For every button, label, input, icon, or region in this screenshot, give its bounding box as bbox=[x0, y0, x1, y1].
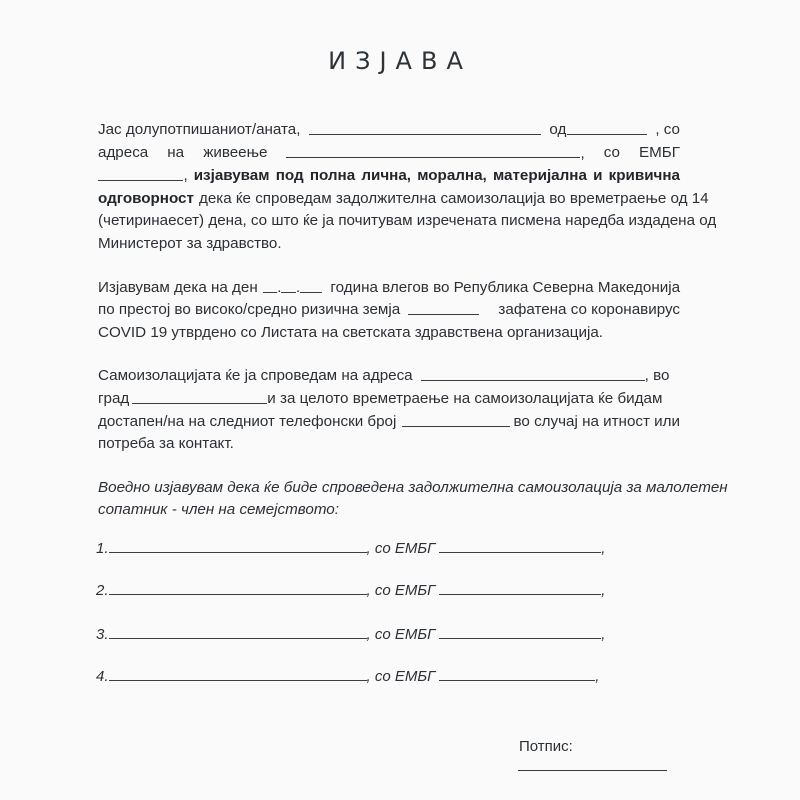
paragraph-personal-details bbox=[98, 119, 717, 256]
family-member-row-1 bbox=[96, 538, 605, 557]
text-segment: сопатник - член на семејството: bbox=[98, 501, 339, 519]
signature-field[interactable] bbox=[518, 770, 667, 771]
paragraph-isolation-address bbox=[98, 365, 680, 455]
address-group bbox=[286, 142, 584, 166]
embg-field[interactable] bbox=[98, 165, 183, 181]
address-field[interactable] bbox=[286, 142, 580, 158]
text-segment: адреса bbox=[98, 143, 149, 161]
text-segment: , bbox=[580, 144, 585, 162]
family-member-row-2 bbox=[96, 580, 605, 599]
family-member-row-4 bbox=[96, 666, 599, 685]
text-segment: со bbox=[603, 143, 620, 161]
text-segment: ЕМБГ bbox=[639, 143, 680, 161]
declaration-body bbox=[98, 119, 728, 543]
text-line bbox=[98, 433, 680, 456]
member-embg-label: , со ЕМБГ bbox=[366, 582, 436, 599]
text-segment: во случај на итност или bbox=[513, 412, 680, 430]
text-segment: од bbox=[549, 121, 567, 138]
member-name-field[interactable] bbox=[109, 666, 367, 681]
isolation-address-field[interactable] bbox=[421, 365, 645, 381]
member-name-field[interactable] bbox=[109, 580, 367, 595]
text-segment: достапен/на на следниот телефонски број bbox=[98, 412, 397, 430]
text-segment: . bbox=[295, 278, 301, 296]
text-line bbox=[98, 322, 680, 345]
text-line bbox=[98, 233, 680, 256]
bold-statement: изјавувам под полна лична, морална, материјална и кривична bbox=[193, 167, 680, 185]
member-embg-field[interactable] bbox=[439, 580, 601, 595]
text-line bbox=[98, 210, 717, 233]
text-segment: , со bbox=[655, 121, 680, 138]
member-embg-field[interactable] bbox=[439, 624, 601, 639]
text-line bbox=[98, 388, 680, 411]
text-segment: (четиринаесет) дена, со што ќе ја почитувам изречената писмена наредба издадена од bbox=[98, 212, 717, 230]
member-end: , bbox=[601, 626, 606, 643]
text-segment: дека ќе спроведам задолжителна самоизолација во времетраење од 14 bbox=[198, 189, 709, 207]
text-line bbox=[98, 365, 680, 388]
text-line bbox=[98, 411, 680, 434]
member-number: 3. bbox=[96, 626, 109, 643]
text-segment: зафатена со коронавирус bbox=[498, 301, 680, 319]
text-segment: , во bbox=[644, 367, 670, 385]
city-field[interactable] bbox=[132, 388, 267, 404]
text-line bbox=[98, 188, 709, 211]
entry-year-field[interactable] bbox=[300, 277, 322, 293]
text-segment: , bbox=[183, 167, 188, 185]
text-segment: COVID 19 утврдено со Листата на светската здравствена организација. bbox=[98, 323, 604, 341]
signature-label: Потпис: bbox=[519, 738, 573, 755]
phone-number-field[interactable] bbox=[402, 411, 509, 427]
text-line bbox=[98, 165, 680, 188]
member-embg-label: , со ЕМБГ bbox=[366, 540, 436, 557]
member-embg-field[interactable] bbox=[439, 666, 595, 681]
text-segment: град bbox=[98, 389, 130, 407]
entry-day-field[interactable] bbox=[263, 277, 277, 293]
member-name-field[interactable] bbox=[109, 624, 367, 639]
text-segment: и за целото времетраење на самоизолацијата ќе бидам bbox=[267, 389, 663, 407]
text-line bbox=[98, 499, 680, 522]
member-embg-label: , со ЕМБГ bbox=[366, 626, 436, 643]
paragraph-minor-companions bbox=[98, 477, 728, 522]
member-embg-field[interactable] bbox=[439, 538, 601, 553]
text-segment: Изјавувам дека на ден bbox=[98, 278, 258, 296]
text-segment: живеење bbox=[203, 143, 268, 161]
member-embg-label: , со ЕМБГ bbox=[366, 668, 436, 685]
member-end: , bbox=[601, 582, 606, 599]
entry-month-field[interactable] bbox=[281, 277, 295, 293]
member-number: 4. bbox=[96, 668, 109, 685]
text-segment: година влегов во Република Северна Македонија bbox=[330, 278, 681, 296]
full-name-field[interactable] bbox=[309, 119, 541, 135]
member-end: , bbox=[601, 540, 606, 557]
text-line bbox=[98, 299, 680, 322]
page-title: ИЗЈАВА bbox=[328, 47, 472, 75]
text-segment: Воедно изјавувам дека ќе биде спроведена задолжителна самоизолација за малолетен bbox=[98, 478, 728, 496]
text-line bbox=[98, 142, 680, 166]
text-segment: Министерот за здравство. bbox=[98, 234, 282, 252]
member-number: 2. bbox=[96, 582, 109, 599]
text-line bbox=[98, 477, 728, 500]
text-segment: потреба за контакт. bbox=[98, 435, 234, 453]
member-name-field[interactable] bbox=[109, 538, 367, 553]
text-segment: по престој во високо/средно ризична земја bbox=[98, 301, 401, 319]
member-end: , bbox=[595, 668, 600, 685]
text-segment: . bbox=[277, 278, 282, 296]
text-segment: на bbox=[167, 143, 185, 161]
place-of-origin-field[interactable] bbox=[567, 119, 647, 135]
bold-statement: одговорност bbox=[98, 189, 194, 207]
paragraph-entry-details bbox=[98, 277, 680, 345]
text-segment: Јас долупотпишаниот/аната, bbox=[98, 121, 301, 138]
text-line bbox=[98, 119, 680, 142]
risk-country-field[interactable] bbox=[408, 299, 479, 315]
text-line bbox=[98, 277, 680, 300]
text-segment: Самоизолацијата ќе ја спроведам на адреса bbox=[98, 367, 413, 385]
family-member-row-3 bbox=[96, 624, 605, 643]
member-number: 1. bbox=[96, 540, 109, 557]
